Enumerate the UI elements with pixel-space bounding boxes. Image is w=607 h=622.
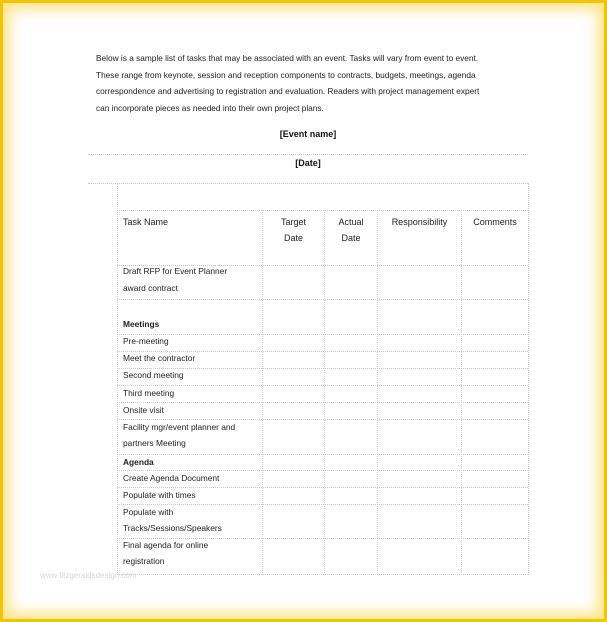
task-row: Pre-meeting <box>123 336 169 346</box>
task-row: Facility mgr/event planner and <box>123 422 236 432</box>
task-row: Create Agenda Document <box>123 473 220 483</box>
section-heading-agenda: Agenda <box>123 457 154 467</box>
task-row: Second meeting <box>123 370 184 380</box>
task-row: award contract <box>123 283 178 293</box>
task-row: registration <box>123 556 165 566</box>
task-row: Onsite visit <box>123 405 164 415</box>
intro-line: These range from keynote, session and reception components to contracts, budgets, meetings, agenda <box>96 69 476 80</box>
column-header-actual-date: Actual <box>338 217 364 227</box>
column-header-responsibility: Responsibility <box>391 217 448 227</box>
task-row: Populate with <box>123 507 174 517</box>
date-heading: [Date] <box>295 158 321 168</box>
task-row: Draft RFP for Event Planner <box>123 266 228 276</box>
task-row: Meet the contractor <box>123 353 196 363</box>
task-row: Final agenda for online <box>123 540 209 550</box>
watermark-text: www.fitzgeraldsdesign.com <box>40 571 137 580</box>
task-row: Populate with times <box>123 490 196 500</box>
intro-line: correspondence and advertising to registration and evaluation. Readers with project management expert <box>96 86 480 97</box>
column-header-target-date: Target <box>280 217 306 227</box>
intro-line: Below is a sample list of tasks that may be associated with an event. Tasks will vary from event to event. <box>96 53 479 63</box>
column-header-target-date: Date <box>283 233 303 243</box>
task-row: Tracks/Sessions/Speakers <box>123 523 222 533</box>
task-row: Third meeting <box>123 388 175 398</box>
section-heading-meetings: Meetings <box>123 319 160 329</box>
intro-line: can incorporate pieces as needed into their own project plans. <box>96 102 324 113</box>
column-header-comments: Comments <box>473 217 517 227</box>
event-name-heading: [Event name] <box>279 129 337 139</box>
column-header-actual-date: Date <box>341 233 361 243</box>
column-header-task-name: Task Name <box>123 217 169 227</box>
task-row: partners Meeting <box>123 438 186 448</box>
